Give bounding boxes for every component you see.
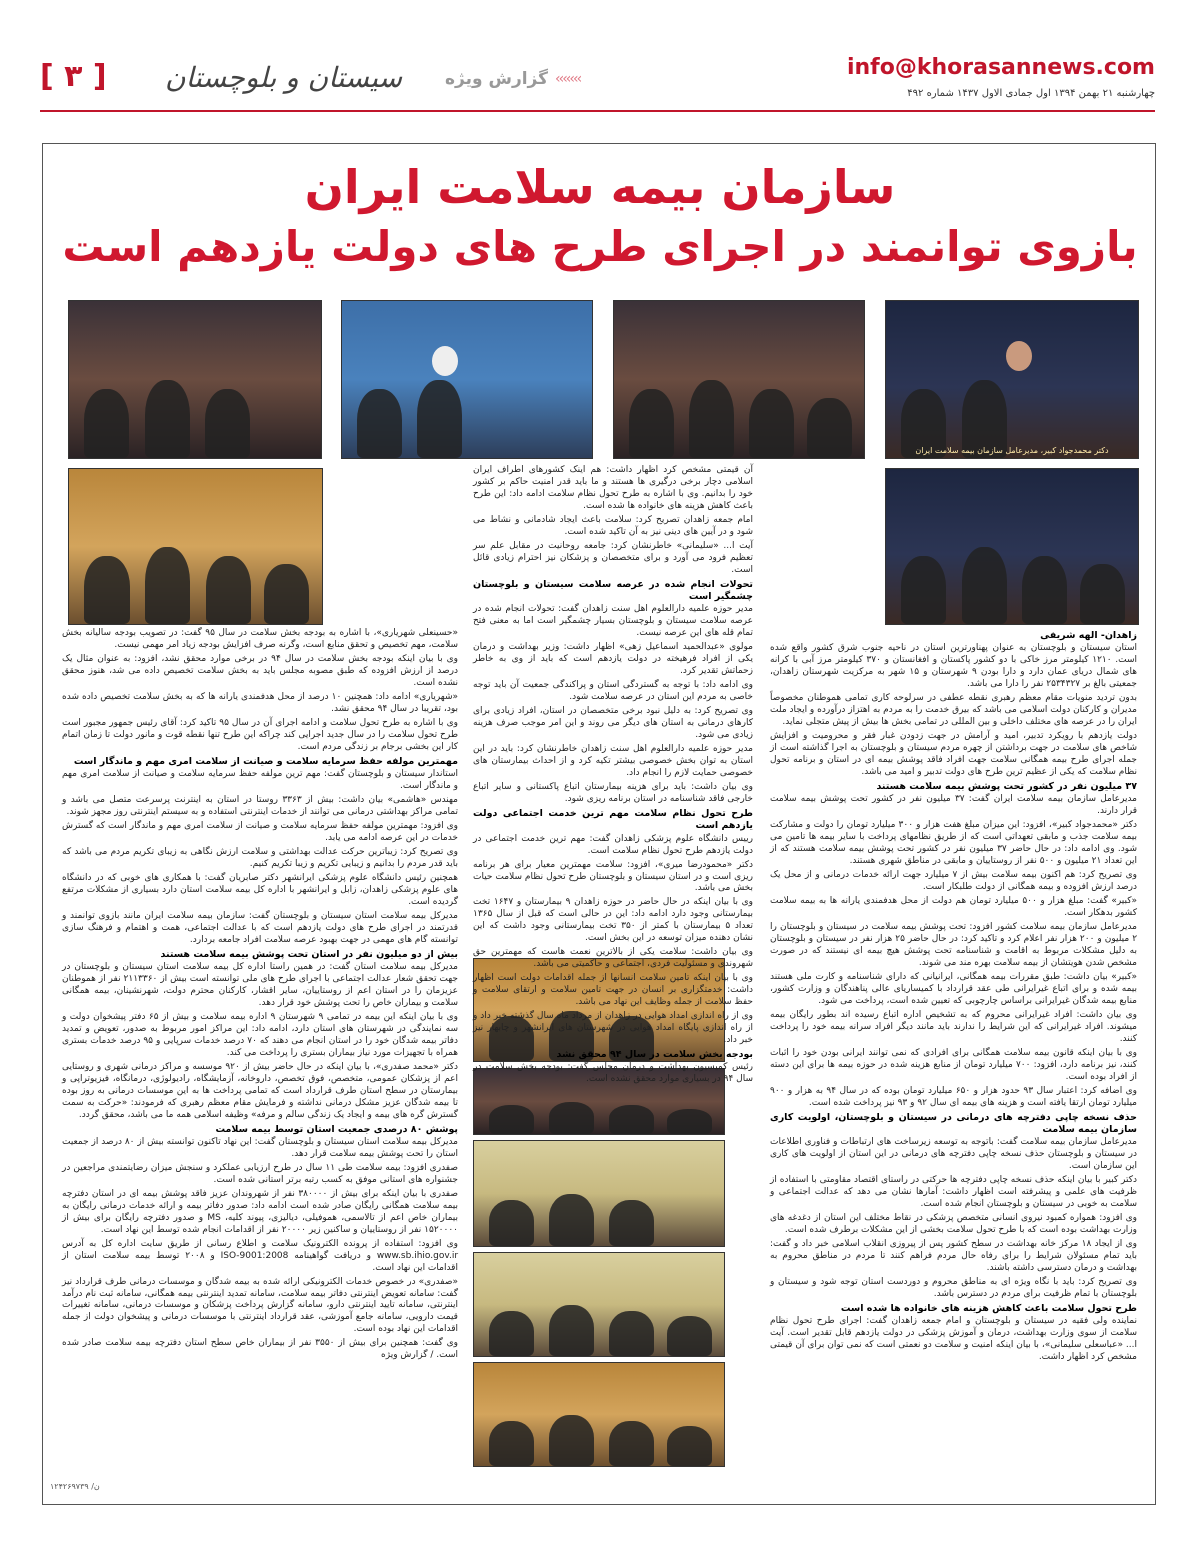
paragraph: مهندس «هاشمی» بیان داشت: بیش از ۳۳۶۳ روستا در استان به اینترنت پرسرعت متصل می باشد و تمامی مراکز بهداشتی درمانی می توانند از خدمات اینترنتی استفاده و به سیستم اینترنتی روز مجهز شوند. — [62, 794, 458, 817]
speaker-photo — [885, 300, 1139, 459]
paragraph: «کبیر» بیان داشت: طبق مقررات بیمه همگانی، ایرانیانی که دارای شناسنامه و کارت ملی هستند بیمه شده و برای اتباع غیرایرانی طی عقد قرارداد با کمیساریای عالی پناهندگان و وزارت کشور، منابع بیمه شدگان غیرایرانی براساس چارچوبی که تعیین شده است، پرداخت می شود. — [770, 971, 1137, 1006]
report-label: گزارش ویژه — [445, 69, 549, 89]
paragraph: وی با اشاره به طرح تحول سلامت و ادامه اجرای آن در سال ۹۵ تاکید کرد: آقای رئیس جمهور مجبور است طرح تحول سلامت را در سال جدید اجرایی کند چراکه این طرح تنها نقطه قوت و مانور دولت تا زمان اتمام کار این بخشی برجام بر زندگی مردم است. — [62, 717, 458, 752]
email-address[interactable]: info@khorasannews.com — [846, 55, 1155, 80]
paragraph: دکتر «محمدجواد کبیر»، افزود: این میزان مبلغ هفت هزار و ۳۰۰ میلیارد تومان را دولت و مشارکت بیمه سلامت جذب و مابقی تعهداتی است که از طریق نظامهای پرداخت با سایر بیمه ها تامین می شود. وی ادامه داد: در حال حاضر ۳۷ میلیون نفر در کشور تحت پوشش بیمه سلامت هستند که از این تعداد ۲۱ میلیون و ۵۰۰ نفر از روستاییان و مابقی در مناطق شهری هستند. — [770, 820, 1137, 867]
paragraph: «حسینعلی شهریاری»، با اشاره به بودجه بخش سلامت در سال ۹۵ گفت: در تصویب بودجه سالیانه بخش سلامت، مهم تخصیص و تحقق منابع است، وگرنه صرف افزایش بودجه زیاد امر مهمی نیست. — [62, 628, 458, 650]
paragraph: رئیس کمیسیون بهداشت و درمان مجلس گفت: بودجه بخش سلامت در سال ۹۴ در بسیاری موارد محقق نشده است. — [473, 1062, 753, 1085]
paragraph: وی افزود: مهمترین مولفه حفظ سرمایه سلامت و صیانت از سلامت امری مهم و ماندگار است که گسترش خدمات در این عرصه ادامه می یابد. — [62, 820, 458, 843]
paragraph: وی تصریح کرد: به دلیل نبود برخی متخصصان در استان، افراد زیادی برای کارهای درمانی به استان های دیگر می روند و این امر موجب صرف هزینه زیادی می شود. — [473, 706, 753, 741]
paragraph: «صفدری» در خصوص خدمات الکترونیکی ارائه شده به بیمه شدگان و موسسات درمانی طرف قرارداد نیز گفت: سامانه تعویض اینترنتی دفاتر بیمه سلامت، سامانه تمدید اینترنتی بیمه همگانی، سامانه ثبت نام درآمد اینترنتی، سامانه تایید اینترنتی دارو، سامانه گزارش پرداخت پزشکان و موسسات درمانی، سامانه تغییرات قیمت دارویی، سامانه جامع آموزشی، عقد قرارداد اینترنتی با موسسات درمانی و پیشخوان دولت از جمله اقدامات این نهاد بوده است. — [62, 1276, 458, 1335]
paragraph: وی تصریح کرد: زیباترین حرکت عدالت بهداشتی و سلامت ارزش نگاهی به زیبای تکریم مردم می باشد که باید قدر مردم را بدانیم و زیبایی تکریم و زیبا تکریم کنیم. — [62, 846, 458, 869]
section-logo: سیستان و بلوچستان — [165, 61, 403, 94]
award-photo-2 — [473, 1140, 725, 1247]
paragraph: صفدری افزود: بیمه سلامت طی ۱۱ سال در طرح ارزیابی عملکرد و سنجش میزان رضایتمندی مراجعین در جشنواره های استانی موفق به کسب رتبه برتر استانی شده است. — [62, 1162, 458, 1185]
officials-photo-1 — [613, 300, 865, 459]
headline-line-2: بازوی توانمند در اجرای طرح های دولت یازدهم است — [62, 222, 1138, 271]
paragraph: همچنین رئیس دانشگاه علوم پزشکی ایرانشهر دکتر صابریان گفت: با همکاری های خوبی که در دانشگاه های علوم پزشکی زاهدان، زابل و ایرانشهر با اداره کل بیمه سلامت استان دارد بسیاری از مشکلات مرتفع گردیده است. — [62, 872, 458, 907]
cleric-speaker-photo — [341, 300, 593, 459]
paragraph: امام جمعه زاهدان تصریح کرد: سلامت باعث ایجاد شادمانی و نشاط می شود و در آیین های دینی نیز به آن تاکید شده است. — [473, 514, 753, 537]
paragraph: آن قیمتی مشخص کرد اظهار داشت: هم اینک کشورهای اطراف ایران اسلامی دچار برخی درگیری ها هستند و ما باید قدر امنیت حاکم بر کشور خود را بدانیم. وی با اشاره به طرح تحول نظام سلامت ادامه داد: این طرح باعث کاهش هزینه های خانواده ها شده است. — [473, 465, 753, 511]
headline-line-1: سازمان بیمه سلامت ایران — [304, 160, 896, 214]
audience-photo — [885, 468, 1139, 625]
article-column-right — [770, 628, 1137, 1480]
paragraph: وی افزود: همواره کمبود نیروی انسانی متخصص پزشکی در نقاط مختلف این استان از دغدغه های وزارت بهداشت بوده است که با طرح تحول سلامت بخشی از این مشکلات برطرف شده است. — [770, 1213, 1137, 1236]
paragraph: مدیرعامل سازمان بیمه سلامت ایران گفت: ۳۷ میلیون نفر در کشور تحت پوشش بیمه سلامت قرار دارند. — [770, 794, 1137, 817]
article-code: ۱۲۴۲۶۹۷۳۹ /ن — [50, 1482, 100, 1491]
meeting-photo-2 — [473, 1252, 725, 1357]
paragraph: وی بیان داشت: افراد غیرایرانی محروم که به تشخیص اداره اتباع رسیده اند بطور رایگان بیمه میشوند. افراد غیرایرانی که این شرایط را ندارند باید مانند دیگر افراد سرانه بیمه خود را پرداخت کنند. — [770, 1009, 1137, 1044]
subheading: پوشش ۸۰ درصدی جمعیت استان توسط بیمه سلامت — [215, 1123, 458, 1135]
officials-photo-2 — [68, 300, 322, 459]
subheading: حذف نسخه چاپی دفترچه های درمانی در سیستان و بلوچستان، اولویت کاری سازمان بیمه سلامت — [770, 1111, 1137, 1135]
subheading: بیش از دو میلیون نفر در استان تحت پوشش بیمه سلامت هستند — [160, 948, 458, 960]
paragraph: وی تصریح کرد: هم اکنون بیمه سلامت بیش از ۷ میلیارد جهت ارائه خدمات درمانی و از محل یک درصد ارزش افزوده و بیمه همگانی از دولت طلبکار است. — [770, 870, 1137, 893]
subheading: طرح تحول سلامت باعث کاهش هزینه های خانواده ها شده است — [840, 1302, 1137, 1314]
paragraph: وی گفت: همچنین برای بیش از ۳۵۵۰ نفر از بیماران خاص سطح استان دفترچه بیمه سلامت صادر شده است. / گزارش ویژه — [62, 1338, 458, 1361]
paragraph: «کبیر» گفت: مبلغ هزار و ۵۰۰ میلیارد تومان هم دولت از محل هدفمندی یارانه ها به بیمه سلامت کشور بدهکار است. — [770, 896, 1138, 919]
paragraph: دولت یازدهم با رویکرد تدبیر، امید و آرامش در جهت زدودن غبار فقر و محرومیت و افزایش شاخص های سلامت در جهت برداشتن از چهره مردم سیستان و بلوچستان به اجرا گذاشته است از جمله اجرای طرح بیمه همگانی سلامت جهت افراد فاقد پوشش بیمه ای در استان و برنامه تحول نظام سلامت که یکی از عظیم ترین طرح های دولت تدبیر و امید می باشد. — [770, 731, 1137, 778]
paragraph: وی اضافه کرد: اعتبار سال ۹۳ حدود هزار و ۶۵۰ میلیارد تومان بوده که در سال ۹۴ به هزار و ۹۰۰ میلیارد تومان ارتقا یافته است و هزینه های بیمه ای سال ۹۲ و ۹۳ نیز پرداخت شده است. — [770, 1085, 1137, 1108]
photo-caption: دکتر محمدجواد کبیر، مدیرعامل سازمان بیمه سلامت ایران — [915, 446, 1109, 455]
paragraph: وی با بیان اینکه تامین سلامت انسانها از جمله اقدامات دولت است اظهار داشت: خدمتگزاری بر انسان در جهت تامین سلامت و ارتقای سلامت و حفظ سلامت از جمله وظایف این نهاد می باشد. — [473, 973, 753, 1008]
paragraph: «شهریاری» ادامه داد: همچنین ۱۰ درصد از محل هدفمندی یارانه ها که به بخش سلامت تخصیص داده شده بود، تقریبا در سال ۹۴ محقق نشد. — [62, 691, 458, 714]
paragraph: وی با بیان اینکه این بیمه در تمامی ۹ شهرستان ۹ اداره بیمه سلامت و بیش از ۶۵ دفتر پیشخوان دولت و سه نمایندگی در شهرستان های استان دارد، ادامه داد: این مراکز امور مربوط به صدور، تعویض و تمدید دفاتر بیمه شدگان خود را در استان انجام می دهند که ۷۰ درصد خدمات سرپایی و ۹۵ درصد خدمات بستری همراه با تجهیزات مورد نیاز بیماران بستری را پرداخت می کند. — [62, 1011, 458, 1058]
paragraph: وی بیان داشت: باید برای هزینه بیمارستان اتباع پاکستانی و سایر اتباع خارجی فاقد شناسنامه در استان برنامه ریزی شود. — [473, 781, 753, 804]
paragraph: مدیرعامل سازمان بیمه سلامت کشور افزود: تحت پوشش بیمه سلامت در سیستان و بلوچستان را ۲ میلیون و ۲۰۰ هزار نفر اعلام کرد و تاکید کرد: در حال حاضر ۲۵ هزار نفر در سیستان و بلوچستان به دلیل مشکلات مربوط به اقامت و شناسنامه تحت پوشش هیچ بیمه ای نیستند که در صورت مشخص شدن هویتشان از بیمه سلامت بهره مند می شوند. — [770, 922, 1138, 968]
paragraph: وی بیان داشت: سلامت یکی از بالاترین نعمت هاست که مهمترین حق شهروندی و مسئولیت فردی، اجتماعی و حاکمیتی می باشد. — [473, 947, 753, 970]
subheading: بودجه بخش سلامت در سال ۹۴ محقق نشد — [556, 1049, 753, 1061]
article-column-left — [62, 628, 458, 1480]
subheading: طرح تحول نظام سلامت مهم ترین خدمت اجتماعی دولت یازدهم است — [473, 807, 753, 832]
article-column-middle — [473, 465, 754, 1085]
arrows-icon: ‹‹‹‹‹‹‹ — [555, 71, 581, 87]
paragraph: مدیر حوزه علمیه دارالعلوم اهل سنت زاهدان خاطرنشان کرد: باید در این استان به توان بخش خصوصی بیشتر تکیه کرد و از احداث بیمارستان های خصوصی حمایت لازم را انجام داد. — [473, 744, 753, 778]
dateline: چهارشنبه ۲۱ بهمن ۱۳۹۴ اول جمادی الاول ۱۴۳۷ شماره ۴۹۲ — [907, 88, 1155, 99]
paragraph: مدیرعامل سازمان بیمه سلامت گفت: باتوجه به توسعه زیرساخت های ارتباطات و فناوری اطلاعات در سیستان و بلوچستان حذف نسخه چاپی دفترچه های درمانی در این استان از اولویت های کاری این سازمان است. — [770, 1137, 1137, 1172]
paragraph: دکتر «محمد صفدری»، با بیان اینکه در حال حاضر بیش از ۹۲۰ موسسه و مراکز درمانی شهری و روستایی اعم از پزشکان عمومی، متخصص، فوق تخصص، داروخانه، آزمایشگاه، رادیولوژی، درمانگاه، فیزیوتراپی و بیمارستان در سطح استان طرف قرارداد است که تمامی پرداخت ها به این موسسات درمانی به روز بوده تا بیمه شدگان عزیز مشکل درمانی نداشته و فرمایش مقام معظم رهبری که فرمودند: «حرکت به سمت گسترش گره های بیمه و ایجاد یک زندگی سالم و مرفه» وظیفه اسلامی همه ما می باشد، محقق گردد. — [62, 1061, 459, 1120]
paragraph: وی افزود: استفاده از پرونده الکترونیک سلامت و اطلاع رسانی از طریق سایت اداره کل به آدرس www.sb.ihio.gov.ir و دریافت گواهینامه ISO-9001:2008 و ۲۰۰۸ توسط بیمه سلامت استان از اقدامات این نهاد است. — [62, 1238, 459, 1273]
award-photo — [68, 468, 323, 625]
paragraph: وی با بیان اینکه در حال حاضر در حوزه زاهدان ۹ بیمارستان و ۱۶۴۷ تخت بیمارستانی وجود دارد ادامه داد: این در حالی است که قبل از سال ۱۳۶۵ تعداد ۵ بیمارستان با کمتر از ۳۵۰ تخت بیمارستانی وجود داشت که این نشان دهنده میزان توسعه در این بخش است. — [473, 897, 754, 944]
page-number: [ ۳ ] — [40, 59, 107, 94]
paragraph: مدیرکل بیمه سلامت استان سیستان و بلوچستان گفت: سازمان بیمه سلامت ایران مانند بازوی توانمند و قدرتمند در اجرای طرح های دولت یازدهم است که با عدالت اجتماعی، همت و اهتمام و فرهنگ سازی توانسته گام های مهمی در جهت بهبود عرصه سلامت افراد جامعه بردارد. — [62, 910, 458, 945]
paragraph: رییس دانشگاه علوم پزشکی زاهدان گفت: مهم ترین خدمت اجتماعی در دولت یازدهم طرح تحول نظام سلامت است. — [473, 833, 753, 856]
paragraph: وی از راه اندازی امداد هوایی در زاهدان از مرداد ماه سال گذشته خبر داد و از راه اندازی پایگاه امداد هوایی در شهرستان های ایرانشهر و چابهار نیز خبر داد. — [473, 1011, 753, 1046]
paragraph: دکتر «محمودرضا میری»، افزود: سلامت مهمترین معیار برای هر برنامه ریزی است و در استان سیستان و بلوچستان طرح تحول نظام سلامت حیات بخش می باشد. — [473, 859, 753, 894]
paragraph: وی ادامه داد: با توجه به گستردگی استان و پراکندگی جمعیت آن باید توجه خاصی به مردم این استان در عرصه سلامت شود. — [473, 680, 753, 703]
paragraph: وی با بیان اینکه بودجه بخش سلامت در سال ۹۴ در برخی موارد محقق نشد، افزود: به عنوان مثال یک درصد از ارزش افزوده که طبق مصوبه مجلس باید به بخش سلامت تخصیص داده می شد، هنوز محقق نشده است. — [62, 653, 458, 688]
paragraph: نماینده ولی فقیه در سیستان و بلوچستان و امام جمعه زاهدان گفت: اجرای طرح تحول نظام سلامت از سوی وزارت بهداشت، درمان و آموزش پزشکی در دولت یازدهم قابل تقدیر است. آیت ا... «عباسعلی سلیمانی»، با بیان اینکه امنیت و سلامت دو نعمتی است که نمی توان برای آن قیمتی مشخص کرد اظهار داشت. — [770, 1316, 1137, 1363]
subheading: ۳۷ میلیون نفر در کشور تحت پوشش بیمه سلامت هستند — [876, 781, 1137, 792]
paragraph: مدیرکل بیمه سلامت استان گفت: در همین راستا اداره کل بیمه سلامت استان سیستان و بلوچستان در جهت تحقق شعار عدالت اجتماعی با اجرای طرح های ملی توانسته است بیش از ۲۱۱۳۳۶۰ نفر از هموطنان عزیزمان را در استان اعم از روستاییان، سایر اقشار، کارکنان محترم دولت، شهرنشینان، بیمه همگانی سلامت و بیماران خاص را تحت پوشش خود قرار دهد. — [62, 961, 458, 1008]
meeting-photo-3 — [473, 1362, 725, 1467]
paragraph: مدیرکل بیمه سلامت استان سیستان و بلوچستان گفت: این نهاد تاکنون توانسته بیش از ۸۰ درصد از جمعیت استان را تحت پوشش بیمه سلامت قرار دهد. — [62, 1136, 458, 1159]
paragraph: استاندار سیستان و بلوچستان گفت: مهم ترین مولفه حفظ سرمایه سلامت و صیانت از سلامت امری مهم و ماندگار است. — [62, 769, 458, 791]
paragraph: استان سیستان و بلوچستان به عنوان پهناورترین استان در ناحیه جنوب شرق کشور واقع شده است. ۱۲۱۰ کیلومتر مرز خاکی با دو کشور پاکستان و افغانستان و ۳۷۰ کیلومتر مرز آبی با کرانه های شمال دریای عمان دارد و دارا بودن ۹ شهرستان و ۱۵ شهر به مرکزیت شهرستان زاهدان، جمعیتی بالغ بر ۲۵۳۴۳۲۷ نفر را دارا می باشد. — [770, 643, 1138, 690]
header-divider — [40, 110, 1155, 112]
paragraph: مولوی «عبدالحمید اسماعیل زهی» اظهار داشت: وزیر بهداشت و درمان یکی از افراد فرهیخته در دولت یازدهم است که باید از وی به خاطر زحماتش تقدیر کرد. — [473, 642, 753, 677]
page-header — [40, 55, 1155, 110]
paragraph: مدیر حوزه علمیه دارالعلوم اهل سنت زاهدان گفت: تحولات انجام شده در عرصه سلامت سیستان و بلوچستان بسیار چشمگیر است اما به معنی فتح تمام قله های این عرصه نیست. — [473, 604, 753, 639]
paragraph: صفدری با بیان اینکه برای بیش از ۳۸۰۰۰۰ نفر از شهروندان عزیز فاقد پوشش بیمه ای در استان دفترچه بیمه سلامت همگانی رایگان صادر شده است ادامه داد: صدور دفاتر بیمه و ارائه خدمات درمانی رایگان به بیماران خاص اعم از تالاسمی، هموفیلی، دیالیزی، پیوند کلیه، MS و صدور دفترچه رایگان برای بیش از ۱۵۲۰۰۰۰ نفر از روستاییان و ساکنین زیر ۲۰۰۰۰ نفر از اقدامات انجام شده توسط این نهاد است. — [62, 1188, 459, 1235]
paragraph: دکتر کبیر با بیان اینکه حذف نسخه چاپی دفترچه ها حرکتی در راستای اقتصاد مقاومتی با استفاده از ظرفیت های علمی و پیشرفته است اظهار داشت: آمارها نشان می دهد که عدالت اجتماعی و سلامت به خوبی در سیستان و بلوچستان انجام شده است. — [770, 1175, 1137, 1210]
paragraph: بدون تردید منویات مقام معظم رهبری نقطه عطفی در سرلوحه کاری تمامی هموطنان مخصوصاً مدیران و کارکنان دولت اسلامی می باشد که بیرق خدمت را به مردم به اهتزاز درآورده و ایجاد ملت ایران را در عرصه های مختلف داخلی و بین المللی در تمامی بخش ها بیش از پیش متجلی نماید. — [770, 693, 1137, 728]
subheading: زاهدان- الهه شریفی — [1040, 630, 1137, 641]
subheading: مهمترین مولفه حفظ سرمایه سلامت و صیانت از سلامت امری مهم و ماندگار است — [73, 755, 458, 767]
subheading: تحولات انجام شده در عرصه سلامت سیستان و بلوچستان چشمگیر است — [473, 578, 753, 603]
paragraph: آیت ا... «سلیمانی» خاطرنشان کرد: جامعه روحانیت در مقابل علم سر تعظیم فرود می آورد و برای متخصصان و پزشکان نیز احترام زیادی قائل است. — [473, 540, 753, 575]
paragraph: وی از ایجاد ۱۸ مرکز خانه بهداشت در سطح کشور پس از پیروزی انقلاب اسلامی خبر داد و گفت: باید تمام مسئولان شرایط را برای رفاه حال مردم فراهم کنند تا مردم در مناطق محروم به بهداشت و درمان دسترسی داشته باشند. — [770, 1239, 1137, 1273]
paragraph: وی با بیان اینکه قانون بیمه سلامت همگانی برای افرادی که نمی توانند ایرانی بودن خود را اثبات کنند، نیز برنامه دارد، افزود: ۷۰۰ میلیارد تومان از منابع هزینه شده در حوزه بیمه ها برای این دسته از افراد بوده است. — [770, 1047, 1137, 1082]
paragraph: وی تصریح کرد: باید با نگاه ویژه ای به مناطق محروم و دوردست استان توجه شود و سیستان و بلوچستان با تمام ظرفیت برای مردم در دسترس باشد. — [770, 1276, 1137, 1299]
